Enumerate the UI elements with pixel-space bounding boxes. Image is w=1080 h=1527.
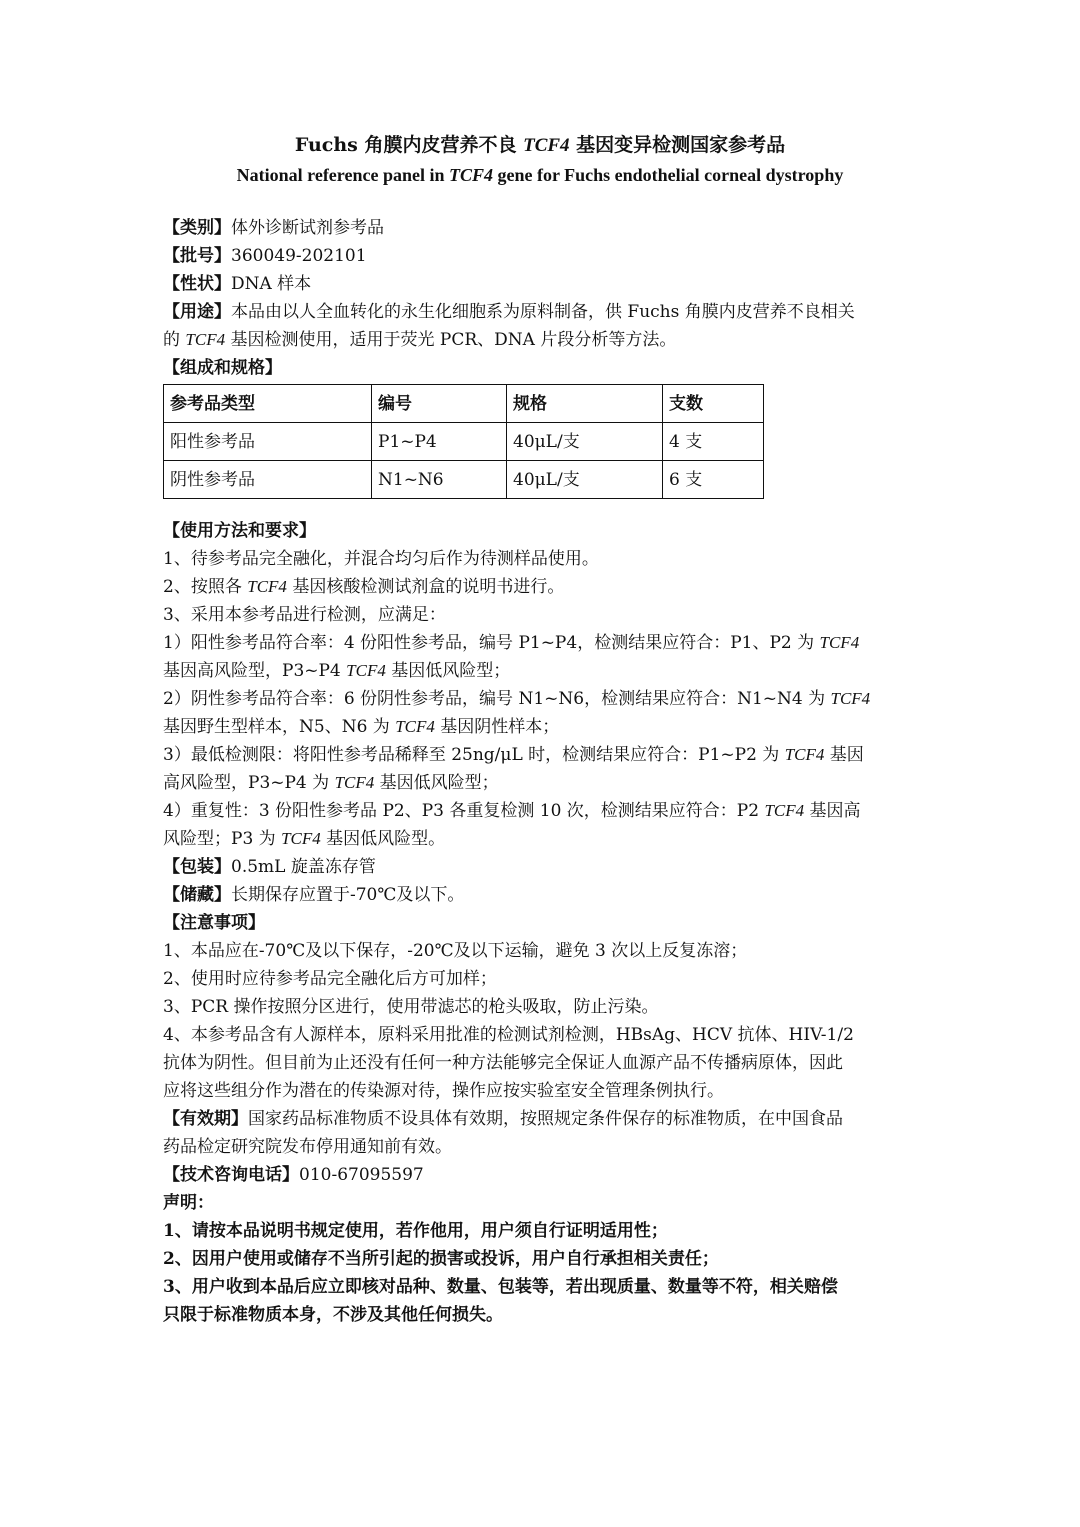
validity-label: 【有效期】 [163, 1109, 248, 1129]
method-item-3: 3、采用本参考品进行检测，应满足： [163, 605, 446, 625]
sub3-gene-1: TCF4 [784, 745, 825, 764]
category-label: 【类别】 [163, 218, 231, 238]
sub2-text-a: 2）阴性参考品符合率：6 份阴性参考品，编号 N1~N6，检测结果应符合：N1~N4 为 [163, 689, 831, 709]
table-cell: 6 支 [663, 461, 764, 499]
sub1-gene-1: TCF4 [819, 633, 860, 652]
sub2-text-b: 基因野生型样本，N5、N6 为 [163, 717, 396, 737]
usage-text-2-post: 基因检测使用，适用于荧光 PCR、DNA 片段分析等方法。 [225, 330, 677, 350]
usage-label: 【用途】 [163, 302, 231, 322]
statement-item-3-line-1: 3、用户收到本品后应立即核对品种、数量、包装等，若出现质量、数量等不符，相关赔偿 [163, 1277, 838, 1297]
property-value: DNA 样本 [231, 274, 312, 294]
batch-value: 360049-202101 [231, 246, 367, 266]
sub4-gene-1: TCF4 [764, 801, 805, 820]
notes-item-4-line-2: 抗体为阴性。但目前为止还没有任何一种方法能够完全保证人血源产品不传播病原体，因此 [163, 1053, 843, 1073]
packaging-value: 0.5mL 旋盖冻存管 [231, 857, 376, 877]
usage-gene: TCF4 [185, 330, 226, 349]
title-zh-prefix: Fuchs 角膜内皮营养不良 [294, 134, 524, 156]
method-item-2-gene: TCF4 [247, 577, 287, 596]
composition-table [163, 384, 764, 499]
usage-line-1 [163, 298, 919, 326]
usage-text-1: 本品由以人全血转化的永生化细胞系为原料制备，供 Fuchs 角膜内皮营养不良相关 [231, 302, 855, 322]
sub2-gene-2: TCF4 [395, 717, 435, 736]
table-header-row [164, 385, 764, 423]
validity-text-1: 国家药品标准物质不设具体有效期，按照规定条件保存的标准物质，在中国食品 [248, 1109, 843, 1129]
title-zh-suffix: 基因变异检测国家参考品 [569, 134, 786, 156]
title-chinese [0, 131, 1080, 160]
document-body [163, 214, 919, 1329]
table-cell: 40μL/支 [507, 461, 663, 499]
method-item-2-pre: 2、按照各 [163, 577, 248, 597]
method-sub-4-line-1 [163, 797, 919, 825]
notes-item-4-line-1: 4、本参考品含有人源样本，原料采用批准的检测试剂检测，HBsAg、HCV 抗体、HIV-1/2 [163, 1025, 854, 1045]
sub4-text-a2: 基因高 [804, 801, 861, 821]
statement-item-2: 2、因用户使用或储存不当所引起的损害或投诉，用户自行承担相关责任； [163, 1249, 719, 1269]
notes-item-1: 1、本品应在-70℃及以下保存，-20℃及以下运输，避免 3 次以上反复冻溶； [163, 941, 748, 961]
title-zh-gene: TCF4 [523, 135, 570, 156]
method-sub-4-line-2 [163, 825, 919, 853]
sub2-text-c: 基因阴性样本； [434, 717, 560, 737]
sub4-text-a: 4）重复性：3 份阳性参考品 P2、P3 各重复检测 10 次，检测结果应符合：P2 [163, 801, 765, 821]
table-cell: 40μL/支 [507, 423, 663, 461]
title-en-suffix: gene for Fuchs endothelial corneal dystrophy [492, 165, 844, 185]
sub1-text-c: 基因低风险型； [385, 661, 511, 681]
statement-heading: 声明： [163, 1193, 214, 1213]
table-row [164, 423, 764, 461]
title-english [0, 161, 1080, 189]
method-sub-2-line-1 [163, 685, 919, 713]
method-item-1: 1、待参考品完全融化，并混合均匀后作为待测样品使用。 [163, 549, 599, 569]
usage-line-2 [163, 326, 919, 354]
sub3-text-a: 3）最低检测限：将阳性参考品稀释至 25ng/μL 时，检测结果应符合：P1~P2 为 [163, 745, 785, 765]
validity-line-1 [163, 1105, 919, 1133]
sub3-text-b: 高风险型，P3~P4 为 [163, 773, 335, 793]
sub4-text-b: 风险型；P3 为 [163, 829, 282, 849]
batch-line [163, 242, 919, 270]
packaging-label: 【包装】 [163, 857, 231, 877]
composition-heading: 【组成和规格】 [163, 358, 282, 378]
table-cell: 阴性参考品 [164, 461, 372, 499]
usage-text-2-pre: 的 [163, 330, 186, 350]
sub4-gene-2: TCF4 [281, 829, 321, 848]
storage-value: 长期保存应置于-70℃及以下。 [231, 885, 465, 905]
table-header-cell: 支数 [663, 385, 764, 423]
sub1-gene-2: TCF4 [346, 661, 386, 680]
property-line [163, 270, 919, 298]
sub3-gene-2: TCF4 [334, 773, 375, 792]
storage-label: 【储藏】 [163, 885, 231, 905]
table-header-cell: 规格 [507, 385, 663, 423]
method-sub-1-line-1 [163, 629, 919, 657]
storage-line [163, 881, 919, 909]
packaging-line [163, 853, 919, 881]
table-row [164, 461, 764, 499]
method-heading: 【使用方法和要求】 [163, 521, 316, 541]
statement-item-1: 1、请按本品说明书规定使用，若作他用，用户须自行证明适用性； [163, 1221, 668, 1241]
validity-line-2: 药品检定研究院发布停用通知前有效。 [163, 1137, 452, 1157]
property-label: 【性状】 [163, 274, 231, 294]
contact-label: 【技术咨询电话】 [163, 1165, 299, 1185]
sub3-text-c: 基因低风险型； [374, 773, 499, 793]
batch-label: 【批号】 [163, 246, 231, 266]
method-sub-2-line-2 [163, 713, 919, 741]
category-value: 体外诊断试剂参考品 [231, 218, 384, 238]
method-sub-3-line-2 [163, 769, 919, 797]
sub1-text-b: 基因高风险型，P3~P4 [163, 661, 347, 681]
table-cell: 4 支 [663, 423, 764, 461]
notes-item-2: 2、使用时应待参考品完全融化后方可加样； [163, 969, 497, 989]
statement-item-3-line-2: 只限于标准物质本身，不涉及其他任何损失。 [163, 1305, 503, 1325]
table-cell: 阳性参考品 [164, 423, 372, 461]
contact-line [163, 1161, 919, 1189]
method-sub-3-line-1 [163, 741, 919, 769]
sub4-text-c: 基因低风险型。 [320, 829, 446, 849]
table-header-cell: 编号 [372, 385, 507, 423]
sub2-gene-1: TCF4 [830, 689, 871, 708]
sub3-text-a2: 基因 [824, 745, 864, 765]
contact-phone: 010-67095597 [299, 1165, 424, 1185]
title-en-prefix: National reference panel in [236, 165, 449, 185]
notes-item-4-line-3: 应将这些组分作为潜在的传染源对待，操作应按实验室安全管理条例执行。 [163, 1081, 724, 1101]
notes-item-3: 3、PCR 操作按照分区进行，使用带滤芯的枪头吸取，防止污染。 [163, 997, 659, 1017]
table-cell: N1~N6 [372, 461, 507, 499]
table-header-cell: 参考品类型 [164, 385, 372, 423]
category-line [163, 214, 919, 242]
table-cell: P1~P4 [372, 423, 507, 461]
notes-heading: 【注意事项】 [163, 913, 265, 933]
method-sub-1-line-2 [163, 657, 919, 685]
method-item-2 [163, 573, 919, 601]
sub1-text-a: 1）阳性参考品符合率：4 份阳性参考品，编号 P1~P4，检测结果应符合：P1、P2 为 [163, 633, 820, 653]
title-en-gene: TCF4 [448, 165, 493, 185]
method-item-2-post: 基因核酸检测试剂盒的说明书进行。 [286, 577, 565, 597]
